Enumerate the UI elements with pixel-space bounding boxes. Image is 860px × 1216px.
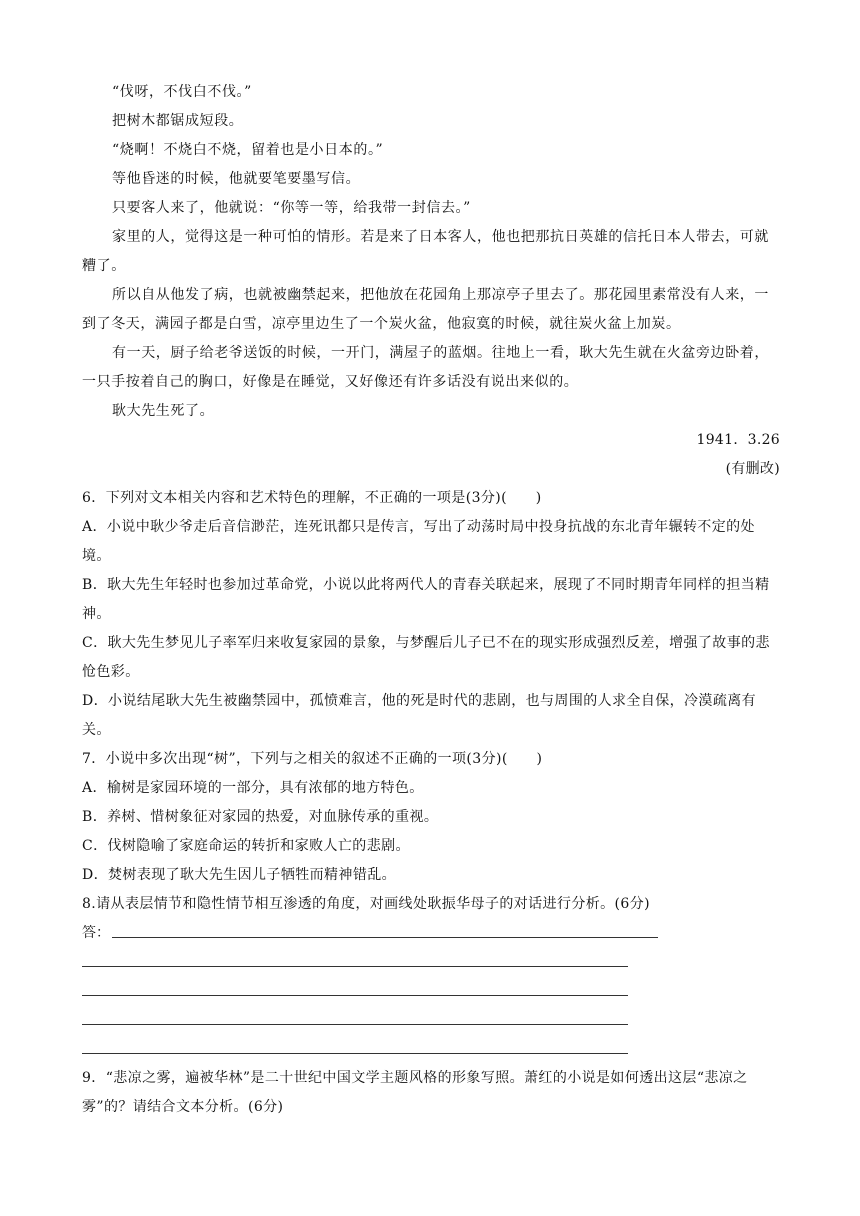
story-paragraph: “伐呀，不伐白不伐。”: [112, 84, 252, 100]
option-a: A．榆树是家园环境的一部分，具有浓郁的地方特色。: [82, 780, 424, 796]
answer-line[interactable]: [82, 919, 780, 948]
story-paragraph: 所以自从他发了病，也就被幽禁起来，把他放在花园角上那凉亭子里去了。那花园里素常没有人来，一到了冬天，满园子都是白雪，凉亭里边生了一个炭火盆，他寂寞的时候，就往炭火盆上加炭。: [82, 287, 769, 332]
answer-underline: [112, 937, 658, 938]
option-d: D．焚树表现了耿大先生因儿子牺牲而精神错乱。: [82, 867, 397, 883]
document-page: [82, 78, 780, 1122]
story-paragraph: 有一天，厨子给老爷送饭的时候，一开门，满屋子的蓝烟。往地上一看，耿大先生就在火盆旁边卧着，一只手按着自己的胸口，好像是在睡觉，又好像还有许多话没有说出来似的。: [82, 345, 769, 390]
option-c: C．伐树隐喻了家庭命运的转折和家败人亡的悲剧。: [82, 838, 410, 854]
answer-line[interactable]: [82, 948, 780, 977]
answer-underline: [82, 966, 628, 967]
question-8: [82, 890, 780, 1064]
answer-line[interactable]: [82, 977, 780, 1006]
story-paragraph: “烧啊！不烧白不烧，留着也是小日本的。”: [112, 142, 384, 158]
answer-line[interactable]: [82, 1006, 780, 1035]
answer-line[interactable]: [82, 1035, 780, 1064]
question-9: [82, 1064, 780, 1122]
option-b: B．养树、惜树象征对家园的热爱，对血脉传承的重视。: [82, 809, 439, 825]
story-paragraph: 耿大先生死了。: [112, 403, 215, 419]
question-stem: 7．小说中多次出现“树”，下列与之相关的叙述不正确的一项(3分)( ): [82, 751, 543, 767]
story-paragraph: 只要客人来了，他就说：“你等一等，给我带一封信去。”: [112, 200, 471, 216]
question-stem: 6．下列对文本相关内容和艺术特色的理解，不正确的一项是(3分)( ): [82, 490, 542, 506]
question-7: [82, 745, 780, 890]
answer-underline: [82, 1024, 628, 1025]
option-b: B．耿大先生年轻时也参加过革命党，小说以此将两代人的青春关联起来，展现了不同时期青年同样的担当精神。: [82, 577, 770, 622]
answer-underline: [82, 995, 628, 996]
question-stem: 9．“悲凉之雾，遍被华林”是二十世纪中国文学主题风格的形象写照。萧红的小说是如何透出这层“悲凉之雾”的？请结合文本分析。(6分): [82, 1070, 748, 1115]
story-paragraph: 等他昏迷的时候，他就要笔要墨写信。: [112, 171, 361, 187]
option-c: C．耿大先生梦见儿子率军归来收复家园的景象，与梦醒后儿子已不在的现实形成强烈反差，增强了故事的悲怆色彩。: [82, 635, 770, 680]
question-stem: 8.请从表层情节和隐性情节相互渗透的角度，对画线处耿振华母子的对话进行分析。(6分): [82, 896, 650, 912]
answer-label: 答：: [82, 925, 110, 941]
story-paragraph: 家里的人，觉得这是一种可怕的情形。若是来了日本客人，他也把那抗日英雄的信托日本人带去，可就糟了。: [82, 229, 769, 274]
option-d: D．小说结尾耿大先生被幽禁园中，孤愤难言，他的死是时代的悲剧，也与周围的人求全自保，冷漠疏离有关。: [82, 693, 757, 738]
answer-underline: [82, 1053, 628, 1054]
story-note: (有删改): [725, 461, 780, 477]
story-date: 1941．3.26: [696, 432, 780, 448]
story-excerpt: [82, 78, 780, 426]
story-paragraph: 把树木都锯成短段。: [112, 113, 244, 129]
question-6: [82, 484, 780, 745]
option-a: A．小说中耿少爷走后音信渺茫，连死讯都只是传言，写出了动荡时局中投身抗战的东北青年辗转不定的处境。: [82, 519, 755, 564]
